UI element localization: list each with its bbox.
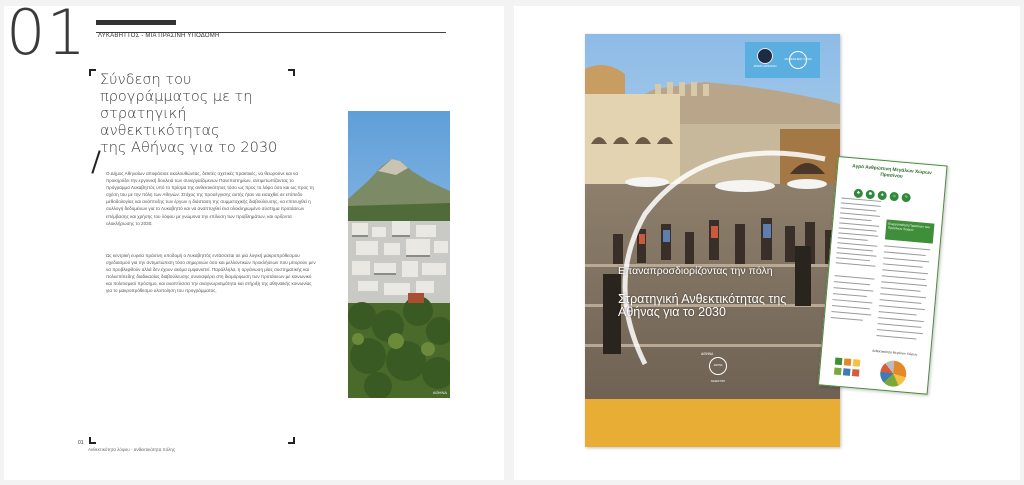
sheet-text-line bbox=[879, 305, 925, 310]
blue-tile-icon bbox=[843, 368, 851, 376]
crop-mark-bottom-left bbox=[89, 437, 96, 444]
orange-tile-icon bbox=[844, 358, 852, 366]
chapter-number: 01 bbox=[6, 0, 87, 69]
sheet-bottom-title: Ανθεκτικότητα Μεγάλων Χώρων bbox=[871, 348, 918, 357]
sheet-text-line bbox=[879, 311, 917, 315]
sheet-text-line bbox=[840, 207, 876, 211]
resilient-cities-caption: 100 RESILIENT CITIES bbox=[784, 58, 812, 61]
athens-square-photo bbox=[585, 34, 840, 399]
tree-icon: ♠ bbox=[877, 191, 887, 201]
lightgreen-tile-icon bbox=[834, 368, 842, 376]
footer-caption: Ανθεκτικότητα λόφου - ανθεκτικότητα πόλης bbox=[88, 447, 176, 452]
strategy-sheet bbox=[818, 156, 948, 395]
seal-caption: ΔΗΜΟΣ ΑΘΗΝΑΙΩΝ bbox=[753, 65, 777, 68]
title-line: της Αθήνας για το 2030 bbox=[100, 140, 278, 156]
sheet-text-line bbox=[880, 299, 922, 304]
sheet-text-line bbox=[841, 202, 881, 206]
sheet-box-text: Ενεργοποίηση Πρασίνων των Πρασίνων Χώρων bbox=[887, 221, 931, 232]
title-line: στρατηγική ανθεκτικότητας bbox=[100, 106, 220, 139]
sheet-text-line bbox=[839, 227, 877, 231]
body-paragraph-1: Ο Δήμος Αθηναίων αποφάσισε ακολουθώντας, δεϊκτές σχετικές πρακτικές, να θεωρούνε και να προκηρύξει την εργονική δουλειά των συνεργαζόμενων Πανεπιστημίων, αντιμετωπίζοντας το πρόγραμμα Λυκαβηττός υπό το πρίσμα της ανθεκτικότητας τόσο ως προς το λόφο όσο και ως προς τη σχέση του με την πόλη των Αθηνών. Στόχος της προσέγγισης αυτής ήταν να εισαχθεί σε επίπεδο μεθοδολογίας και ανάπτυξης των έργων η διάσταση της συμμετοχικής διαβούλευσης, να επιτευχθεί η συλλογή δεδομένων για το Λυκαβηττό και να αναπτυχθεί ένα ολοκληρωμένο σύστημα προτάσεων επέμβασης και χρήσης του λόφου με γνώμονα την επίλυση των προβλημάτων, και ορίζοντα ολοκλήρωσης το 2030. bbox=[106, 171, 314, 226]
sheet-text-line bbox=[833, 287, 873, 291]
sheet-text-line bbox=[883, 263, 923, 267]
sheet-text-line bbox=[884, 251, 926, 256]
sheet-text-line bbox=[836, 262, 876, 266]
sheet-text-line bbox=[837, 252, 877, 256]
sheet-text-line bbox=[876, 335, 916, 339]
crop-mark-bottom-right bbox=[288, 437, 295, 444]
page-number: 01 bbox=[78, 440, 84, 446]
sheet-text-line bbox=[878, 317, 924, 322]
sheet-text-line bbox=[840, 217, 872, 221]
sheet-text-line bbox=[838, 232, 878, 236]
sheet-text-line bbox=[832, 305, 870, 309]
yellow-tile-icon bbox=[853, 359, 861, 367]
municipality-seal-icon bbox=[757, 48, 773, 64]
sheet-text-line bbox=[834, 281, 870, 285]
section-title bbox=[100, 72, 310, 157]
resilient-cities-logo-icon bbox=[784, 51, 812, 69]
sheet-text-line bbox=[840, 212, 880, 216]
sheet-text-line bbox=[837, 247, 873, 251]
sheet-text-line bbox=[833, 293, 867, 297]
cover-small-label: ΑΘΗΝΑ bbox=[701, 352, 714, 356]
photo-credit: ΑΘΗΝΑ bbox=[432, 390, 447, 395]
sheet-text-line bbox=[835, 275, 875, 279]
sheet-text-line bbox=[831, 317, 863, 321]
title-line: προγράμματος με τη bbox=[100, 89, 253, 105]
sheet-text-line bbox=[883, 257, 929, 262]
sheet-text-line bbox=[882, 269, 928, 274]
body-paragraph-2: Ως κεντρική ευρεία πράσινη υποδομή ο Λυκαβηττός εντάσσεται σε μία λογική μακροπρόθεσμου σχεδιασμού για την αντιμετώπιση τόσο σημερινών όσο και μελλοντικών προκλήσεων που μπορούν μεν να προβλεφθούν αλλά δεν έχουν ακόμα εμφανιστεί. Παράλληλα, η οργάνωση μίας συστηματικής και πολυεπίπεδης διαδικασίας διαβούλευσης συνεισφέρει στη διαμόρφωση των προτάσεων με κοινωνικό και πολιτισμικό πρόσημο, και αναπτύσσει την αναγνωρισιμότητα και στήριξη της αθηναϊκής κοινωνίας για το μακροπρόθεσμο υλοποίηση του προγράμματος. bbox=[106, 253, 316, 294]
sheet-text-line bbox=[839, 222, 879, 226]
sheet-text-line bbox=[884, 245, 930, 250]
sun-icon: ☼ bbox=[889, 192, 899, 202]
cover-yellow-band bbox=[585, 399, 840, 447]
red-tile-icon bbox=[852, 369, 860, 377]
sheet-text-line bbox=[881, 281, 927, 286]
header-label: ΛΥΚΑΒΗΤΤΟΣ - ΜΙΑ ΠΡΑΣΙΝΗ ΥΠΟΔΟΜΗ bbox=[98, 33, 220, 39]
report-cover bbox=[585, 34, 840, 447]
sheet-pie-graphic bbox=[879, 360, 907, 388]
sheet-text-line bbox=[882, 275, 926, 280]
sheet-text-line bbox=[881, 287, 921, 291]
sheet-text-line bbox=[836, 257, 870, 261]
crop-mark-top-left bbox=[89, 69, 96, 76]
water-icon: ≈ bbox=[901, 193, 911, 203]
sheet-text-line bbox=[880, 293, 926, 298]
leaf-icon: ♣ bbox=[853, 189, 863, 199]
lycabettus-photo-svg bbox=[348, 111, 450, 398]
athens-resilient-badge-icon: ΑΘΗΝΑ ΑΝΘΕΚΤΙΚΗ bbox=[709, 357, 727, 375]
cover-subtitle: Επαναπροσδιορίζοντας την πόλη bbox=[618, 265, 773, 277]
people-icon: ☻ bbox=[865, 190, 875, 200]
partner-logos bbox=[745, 42, 820, 78]
sheet-text-line bbox=[877, 329, 923, 334]
green-tile-icon bbox=[835, 358, 843, 366]
sheet-text-line bbox=[831, 311, 871, 315]
header-bar bbox=[96, 20, 176, 25]
sheet-highlight-box bbox=[885, 219, 935, 243]
title-line: Σύνδεση του bbox=[100, 72, 192, 88]
sheet-title: Αγρό Ανθρώπινη Μεγάλων Χώρων Πρασίνου bbox=[851, 164, 932, 180]
sheet-text-line bbox=[878, 323, 922, 328]
sheet-text-line bbox=[832, 299, 872, 303]
cover-title: Στρατηγική Ανθεκτικότητας της Αθήνας για το 2030 bbox=[618, 292, 787, 319]
sheet-text-line bbox=[837, 242, 877, 246]
lycabettus-photo bbox=[348, 111, 450, 398]
sheet-text-line bbox=[838, 237, 868, 241]
